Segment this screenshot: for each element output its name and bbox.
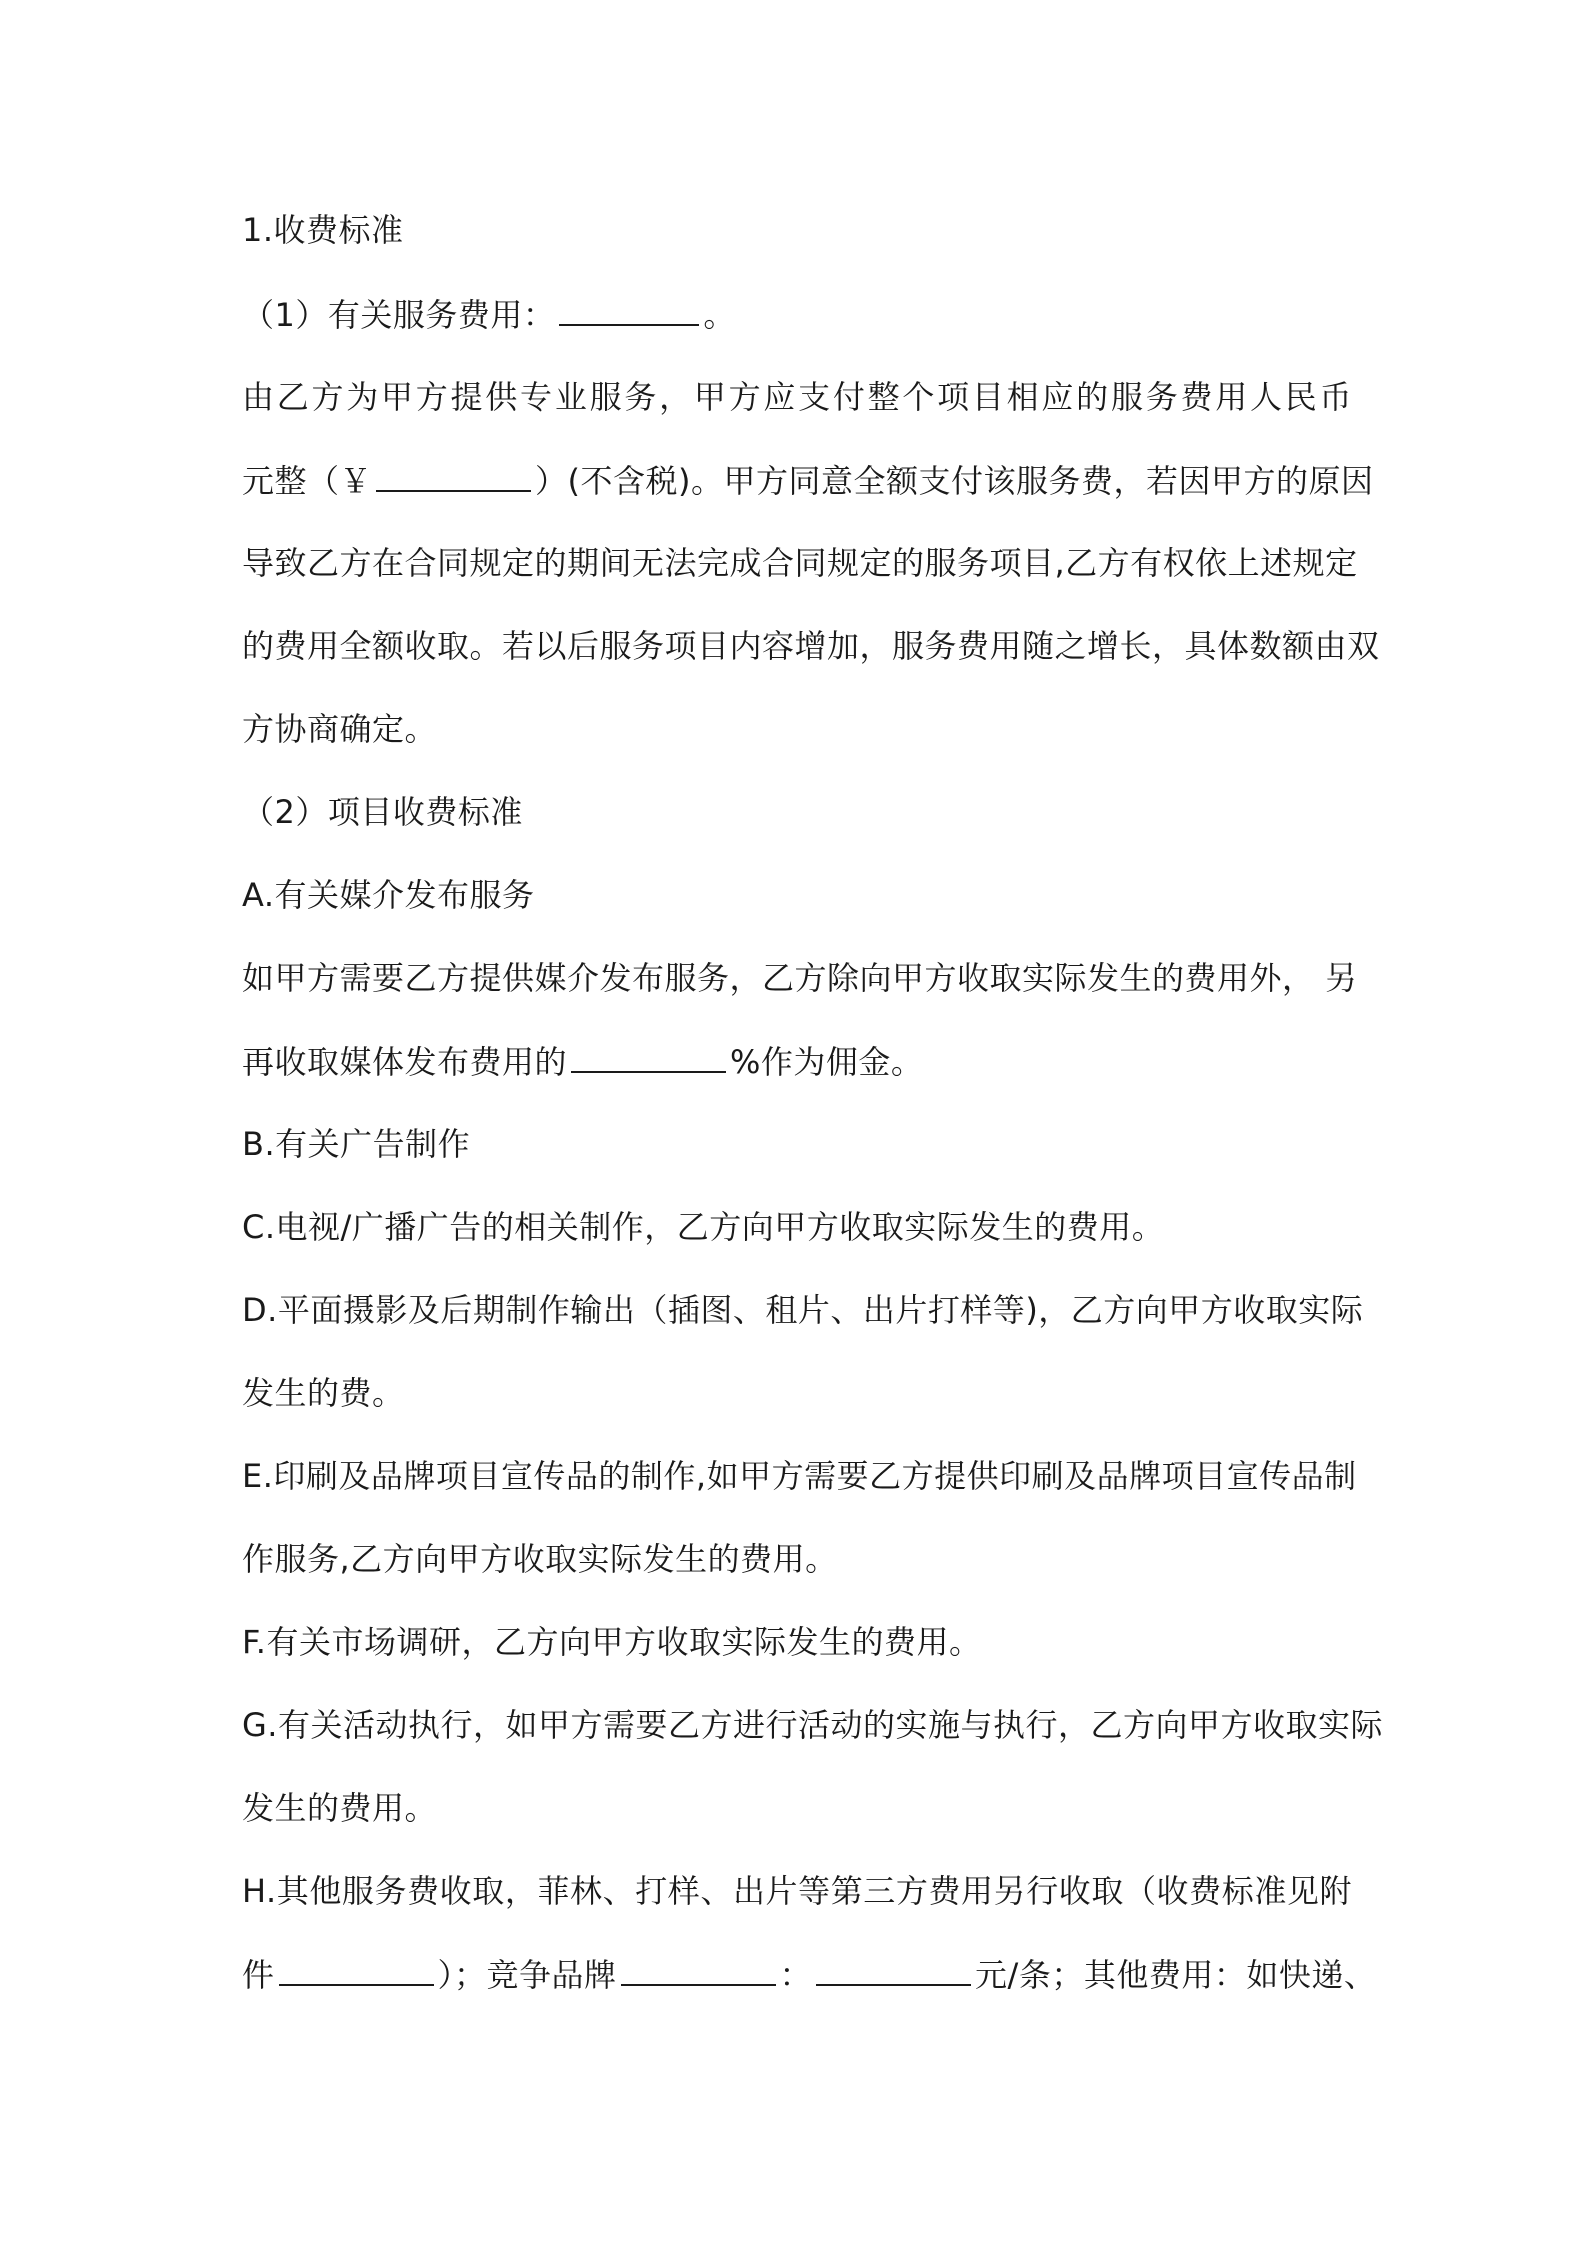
item-1-label: （1）有关服务费用： [242, 296, 556, 334]
section-c: C.电视/广播广告的相关制作，乙方向甲方收取实际发生的费用。 [242, 1208, 1165, 1246]
para-1-line-2-a: 元整（￥ [242, 462, 373, 500]
para-1-line-3: 导致乙方在合同规定的期间无法完成合同规定的服务项目,乙方有权依上述规定 [242, 544, 1358, 582]
section-d-line-2: 发生的费。 [242, 1374, 405, 1412]
attachment-blank [279, 1954, 434, 1986]
section-e-line-2: 作服务,乙方向甲方收取实际发生的费用。 [242, 1540, 838, 1578]
para-1-line-2 [242, 460, 1374, 500]
section-b: B.有关广告制作 [242, 1125, 471, 1163]
item-1-service-fee [242, 294, 1352, 334]
amount-blank [376, 460, 531, 492]
commission-percent-blank [571, 1041, 726, 1073]
section-a-title: A.有关媒介发布服务 [242, 876, 535, 914]
section-h-line-2-d: 元/条；其他费用：如快递、 [975, 1956, 1377, 1994]
section-h-line-2-a: 件 [242, 1956, 275, 1994]
para-1-line-4: 的费用全额收取。若以后服务项目内容增加，服务费用随之增长，具体数额由双 [242, 627, 1380, 665]
section-h-line-1: H.其他服务费收取，菲林、打样、出片等第三方费用另行收取（收费标准见附 [242, 1872, 1352, 1910]
section-g-line-2: 发生的费用。 [242, 1789, 438, 1827]
item-2-heading: （2）项目收费标准 [242, 793, 523, 831]
section-e-line-1: E.印刷及品牌项目宣传品的制作,如甲方需要乙方提供印刷及品牌项目宣传品制 [242, 1457, 1357, 1495]
section-a-line-2-b: %作为佣金。 [730, 1043, 924, 1081]
section-heading: 1.收费标准 [242, 211, 404, 249]
section-f: F.有关市场调研，乙方向甲方收取实际发生的费用。 [242, 1623, 982, 1661]
section-a-line-2 [242, 1041, 1352, 1081]
section-h-line-2-c: ： [779, 1956, 813, 1994]
section-a-line-2-a: 再收取媒体发布费用的 [242, 1043, 568, 1081]
para-1-line-1: 由乙方为甲方提供专业服务，甲方应支付整个项目相应的服务费用人民币 [242, 378, 1352, 416]
section-a-line-1: 如甲方需要乙方提供媒介发布服务，乙方除向甲方收取实际发生的费用外， 另 [242, 959, 1358, 997]
price-per-item-blank [816, 1954, 971, 1986]
para-1-line-5: 方协商确定。 [242, 710, 438, 748]
section-h-line-2-b: ）；竞争品牌 [437, 1956, 617, 1994]
competing-brand-blank [621, 1954, 776, 1986]
para-1-line-2-b: ）(不含税)。甲方同意全额支付该服务费，若因甲方的原因 [535, 462, 1374, 500]
service-fee-blank [559, 294, 699, 326]
item-1-end: 。 [703, 296, 736, 334]
section-d-line-1: D.平面摄影及后期制作输出（插图、租片、出片打样等)，乙方向甲方收取实际 [242, 1291, 1364, 1329]
section-h-line-2 [242, 1954, 1377, 1994]
section-g-line-1: G.有关活动执行，如甲方需要乙方进行活动的实施与执行，乙方向甲方收取实际 [242, 1706, 1383, 1744]
